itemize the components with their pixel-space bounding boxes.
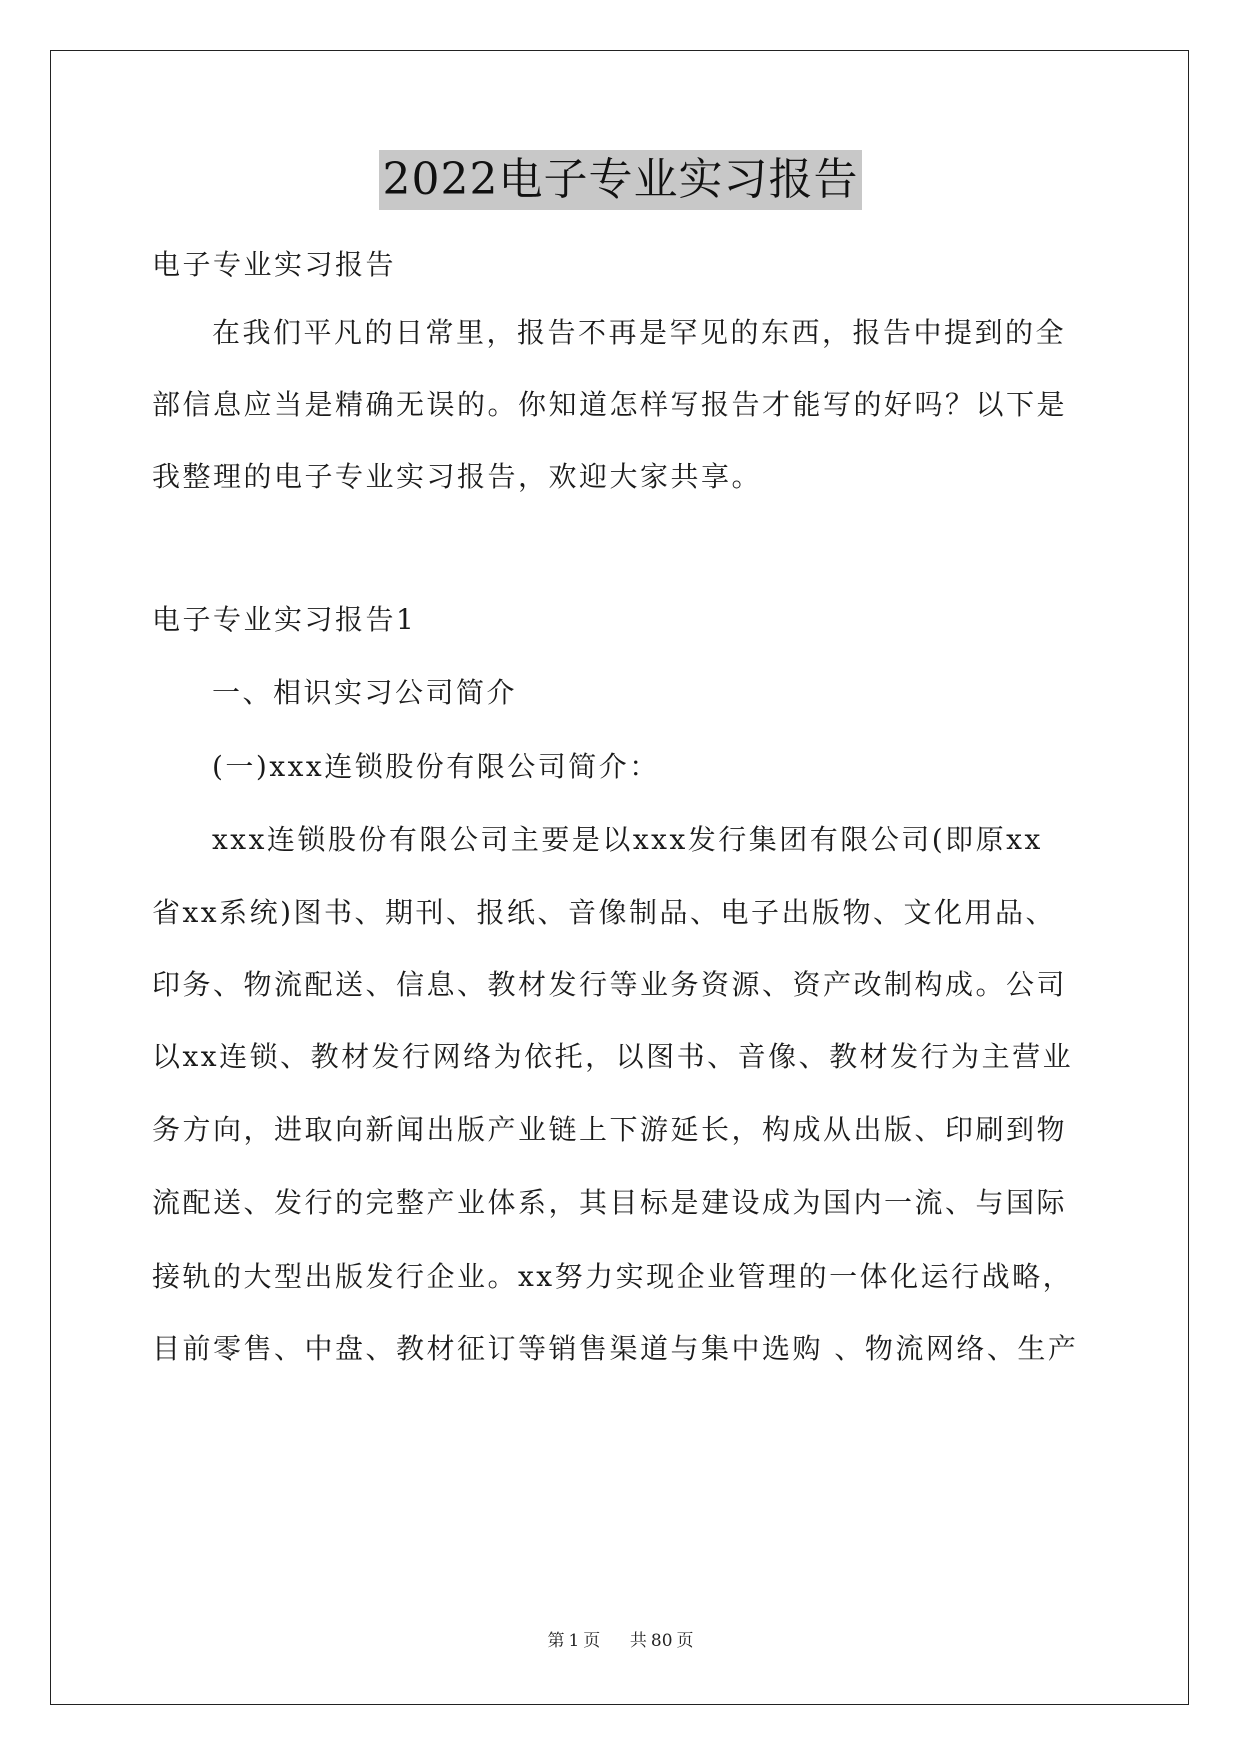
page-suffix: 页: [583, 1631, 601, 1651]
page-prefix: 第: [547, 1631, 565, 1651]
document-title: 2022电子专业实习报告: [379, 150, 863, 210]
paragraph-line: 印务、物流配送、信息、教材发行等业务资源、资产改制构成。公司: [152, 968, 1068, 1001]
paragraph-line: 流配送、发行的完整产业体系，其目标是建设成为国内一流、与国际: [152, 1186, 1068, 1219]
paragraph-line: 务方向，进取向新闻出版产业链上下游延长，构成从出版、印刷到物: [152, 1113, 1068, 1146]
paragraph-line: 部信息应当是精确无误的。你知道怎样写报告才能写的好吗？以下是: [152, 388, 1068, 421]
page-footer: [0, 1629, 1241, 1653]
paragraph-line: 以xx连锁、教材发行网络为依托，以图书、音像、教材发行为主营业: [152, 1040, 1074, 1073]
section-heading: 电子专业实习报告1: [152, 603, 417, 636]
total-pages: 80: [650, 1631, 673, 1651]
paragraph-line: 在我们平凡的日常里，报告不再是罕见的东西，报告中提到的全: [212, 316, 1067, 349]
total-prefix: 共: [629, 1631, 647, 1651]
paragraph-line: 我整理的电子专业实习报告，欢迎大家共享。: [152, 460, 763, 493]
paragraph-line: 接轨的大型出版发行企业。xx努力实现企业管理的一体化运行战略，: [152, 1260, 1074, 1293]
subsection-heading: 一、相识实习公司简介: [212, 676, 518, 709]
page-indicator: [545, 1631, 602, 1651]
subsection-heading: (一)xxx连锁股份有限公司简介：: [212, 750, 660, 783]
title-container: [0, 150, 1241, 210]
subtitle-line: 电子专业实习报告: [152, 248, 397, 281]
paragraph-line: xxx连锁股份有限公司主要是以xxx发行集团有限公司(即原xx: [212, 823, 1043, 856]
total-pages-indicator: [628, 1631, 696, 1651]
paragraph-line: 目前零售、中盘、教材征订等销售渠道与集中选购 、物流网络、生产: [152, 1332, 1079, 1365]
total-suffix: 页: [676, 1631, 694, 1651]
page-number: 1: [568, 1631, 580, 1651]
page-border: [50, 50, 1189, 1705]
paragraph-line: 省xx系统)图书、期刊、报纸、音像制品、电子出版物、文化用品、: [152, 896, 1057, 929]
